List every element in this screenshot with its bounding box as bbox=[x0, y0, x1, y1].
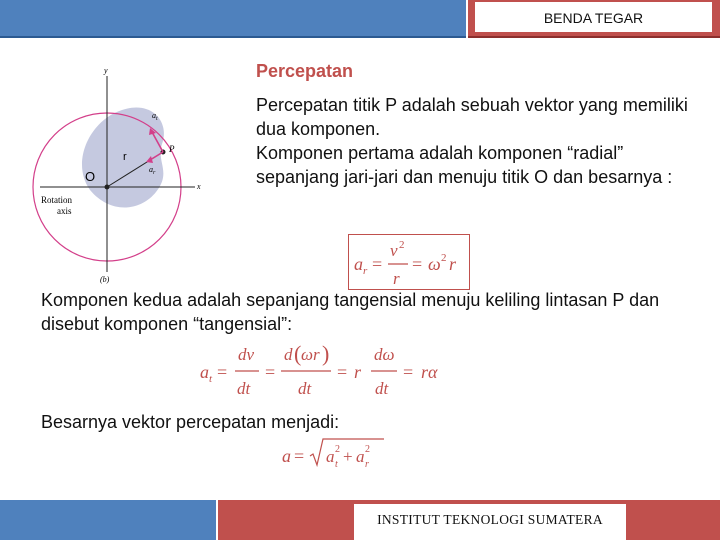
svg-text:ωr: ωr bbox=[301, 345, 320, 364]
rotation-diagram bbox=[30, 62, 220, 287]
svg-text:dt: dt bbox=[237, 379, 251, 398]
svg-text:dt: dt bbox=[298, 379, 312, 398]
paragraph-2: Komponen pertama adalah komponen “radial” sepanjang jari-jari dan menuju titik O dan besarnya : bbox=[256, 143, 673, 187]
svg-text:t: t bbox=[209, 373, 213, 385]
rotation-axis-label-1: Rotation bbox=[41, 195, 72, 205]
svg-text:a: a bbox=[200, 362, 209, 382]
svg-text:(: ( bbox=[294, 341, 302, 366]
header-title: BENDA TEGAR bbox=[543, 10, 644, 26]
label-r: r bbox=[123, 151, 127, 163]
header-bar bbox=[0, 0, 720, 38]
svg-text:=: = bbox=[412, 254, 423, 274]
svg-text:=: = bbox=[294, 446, 305, 466]
rotation-axis-label-2: axis bbox=[57, 206, 72, 216]
footer-text: INSTITUT TEKNOLOGI SUMATERA bbox=[377, 512, 603, 527]
origin-point bbox=[105, 185, 110, 190]
label-at: $a_t$ bbox=[152, 111, 158, 122]
svg-text:=: = bbox=[372, 254, 383, 274]
svg-text:a: a bbox=[356, 447, 365, 466]
rotation-figure bbox=[30, 62, 220, 287]
svg-text:ω: ω bbox=[428, 254, 441, 274]
svg-text:dω: dω bbox=[374, 345, 395, 364]
svg-text:2: 2 bbox=[335, 444, 340, 455]
svg-text:2: 2 bbox=[399, 239, 405, 251]
svg-text:a: a bbox=[282, 446, 291, 466]
section-heading: Percepatan bbox=[256, 61, 354, 81]
figure-caption: (b) bbox=[100, 275, 110, 284]
x-axis-label: x bbox=[197, 182, 201, 191]
svg-text:r: r bbox=[365, 459, 369, 470]
svg-text:v: v bbox=[390, 241, 398, 260]
svg-text:=: = bbox=[265, 362, 276, 382]
svg-text:): ) bbox=[322, 341, 330, 366]
label-ar: $a_r$ bbox=[149, 165, 156, 176]
radial-equation bbox=[348, 234, 470, 290]
y-axis-label: y bbox=[104, 66, 108, 75]
label-p: P bbox=[169, 144, 175, 154]
svg-text:d: d bbox=[284, 345, 293, 364]
svg-text:2: 2 bbox=[365, 444, 370, 455]
paragraph-1: Percepatan titik P adalah sebuah vektor yang memiliki dua komponen. bbox=[256, 95, 688, 139]
svg-text:+: + bbox=[343, 447, 353, 466]
svg-text:=: = bbox=[217, 362, 228, 382]
svg-text:r: r bbox=[354, 362, 362, 382]
svg-text:r: r bbox=[363, 265, 368, 277]
svg-text:r: r bbox=[393, 269, 400, 288]
svg-text:r: r bbox=[449, 254, 457, 274]
tangential-equation bbox=[195, 340, 457, 402]
svg-text:dt: dt bbox=[375, 379, 389, 398]
header-blue-block bbox=[0, 0, 466, 38]
svg-text:=: = bbox=[337, 362, 348, 382]
svg-text:rα: rα bbox=[421, 362, 438, 382]
paragraph-3: Komponen kedua adalah sepanjang tangensial menuju keliling lintasan P dan disebut komponen “tangensial”: bbox=[41, 290, 660, 334]
paragraph-intro bbox=[256, 93, 696, 189]
svg-text:a: a bbox=[354, 254, 363, 274]
label-o: O bbox=[85, 169, 96, 184]
svg-text:=: = bbox=[403, 362, 414, 382]
footer-blue-block bbox=[0, 500, 216, 540]
svg-text:a: a bbox=[326, 447, 335, 466]
svg-text:2: 2 bbox=[441, 252, 447, 264]
svg-text:t: t bbox=[335, 459, 338, 470]
magnitude-equation bbox=[280, 434, 392, 472]
svg-text:dv: dv bbox=[238, 345, 255, 364]
paragraph-4: Besarnya vektor percepatan menjadi: bbox=[41, 412, 340, 432]
